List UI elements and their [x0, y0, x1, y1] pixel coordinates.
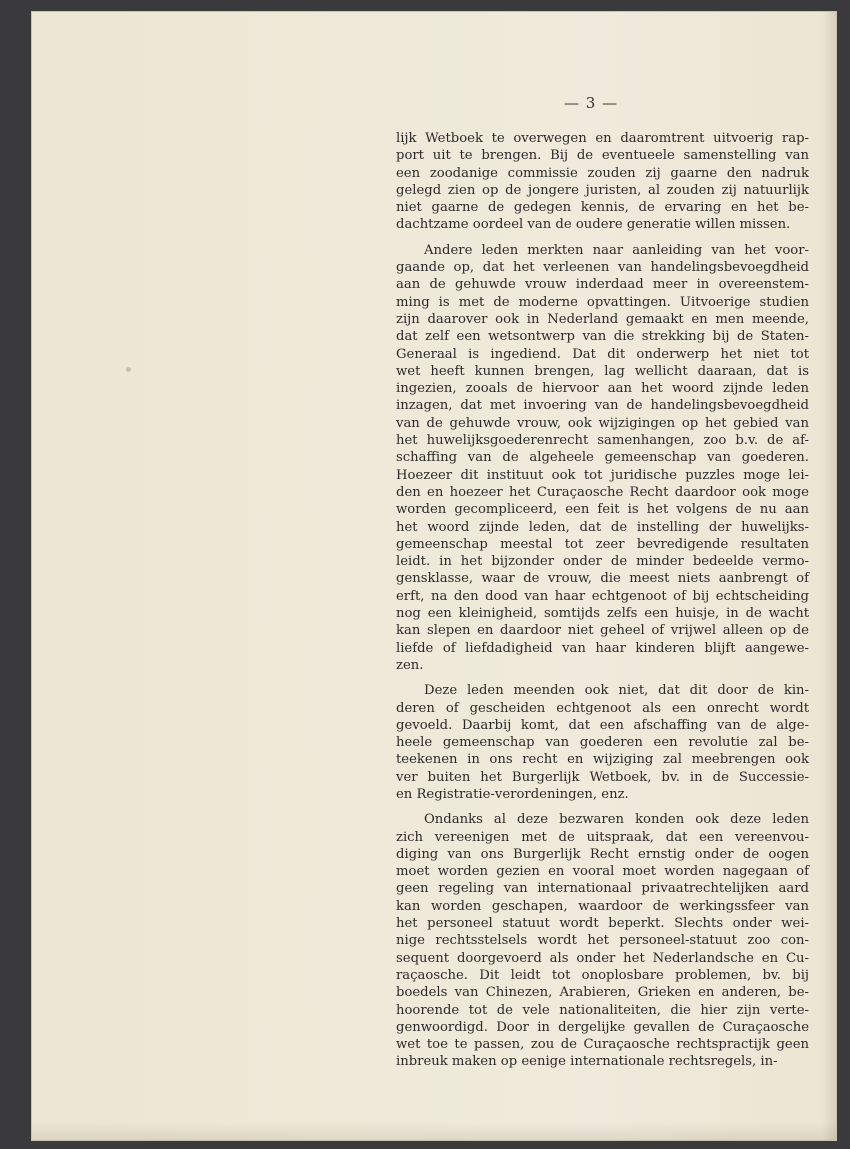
text-line: moet worden gezien en vooral moet worden nagegaan of: [396, 864, 809, 880]
paper-speck: [126, 367, 131, 372]
paragraph: [396, 130, 809, 234]
text-line: inzagen, dat met invoering van de handelingsbevoegdheid: [396, 398, 809, 414]
text-line: lijk Wetboek te overwegen en daaromtrent uitvoerig rap-: [396, 131, 809, 146]
text-line: nige rechtsstelsels wordt het personeel-statuut zoo con-: [396, 933, 809, 949]
text-line: heele gemeenschap van goederen een revolutie zal be-: [396, 735, 809, 751]
text-line: zen.: [396, 657, 424, 673]
text-line: leidt. in het bijzonder onder de minder bedeelde vermo-: [396, 554, 809, 570]
text-line: het woord zijnde leden, dat de instelling der huwelijks-: [396, 519, 809, 535]
text-line: zijn daarover ook in Nederland gemaakt en men meende,: [396, 311, 809, 327]
text-line: kan slepen en daardoor niet geheel of vrijwel alleen op de: [396, 623, 809, 639]
text-line: Generaal is ingediend. Dat dit onderwerp het niet tot: [396, 346, 809, 362]
paragraph: [396, 682, 809, 803]
paragraph: [396, 811, 809, 1070]
text-line: het personeel statuut wordt beperkt. Slechts onder wei-: [396, 916, 809, 932]
text-line: gelegd zien op de jongere juristen, al zouden zij natuurlijk: [396, 182, 809, 198]
text-line: en Registratie-verordeningen, enz.: [396, 786, 629, 802]
text-line: genwoordigd. Door in dergelijke gevallen de Curaçaosche: [396, 1019, 809, 1035]
text-line: van de gehuwde vrouw, ook wijzigingen op het gebied van: [396, 415, 809, 431]
text-line: Andere leden merkten naar aanleiding van het voor-: [424, 242, 809, 258]
text-line: port uit te brengen. Bij de eventueele samenstelling van: [396, 148, 809, 164]
text-line: het huwelijksgoederenrecht samenhangen, zoo b.v. de af-: [396, 433, 809, 449]
text-line: Ondanks al deze bezwaren konden ook deze leden: [424, 812, 809, 828]
text-line: wet heeft kunnen brengen, lag wellicht daaraan, dat is: [396, 363, 809, 379]
text-line: aan de gehuwde vrouw inderdaad meer in overeenstem-: [396, 277, 809, 293]
text-line: hoorende tot de vele nationaliteiten, die hier zijn verte-: [396, 1002, 809, 1018]
page-bottom-shadow: [32, 1122, 836, 1140]
paragraph: [396, 242, 809, 674]
text-line: niet gaarne de gedegen kennis, de ervaring en het be-: [396, 200, 809, 216]
text-line: deren of gescheiden echtgenoot als een onrecht wordt: [396, 700, 809, 716]
text-line: liefde of liefdadigheid van haar kinderen blijft aangewe-: [396, 640, 809, 656]
text-line: zich vereenigen met de uitspraak, dat een vereenvou-: [396, 829, 809, 845]
body-text: [396, 130, 809, 1071]
text-line: dachtzame oordeel van de oudere generatie willen missen.: [396, 217, 791, 233]
page-edge-shadow: [822, 12, 836, 1140]
text-line: schaffing van de algeheele gemeenschap van goederen.: [396, 450, 809, 466]
text-line: gaande op, dat het verleenen van handelingsbevoegdheid: [396, 260, 809, 276]
text-line: raçaosche. Dit leidt tot onoplosbare problemen, bv. bij: [396, 967, 809, 983]
text-line: boedels van Chinezen, Arabieren, Grieken en anderen, be-: [396, 985, 809, 1001]
text-line: nog een kleinigheid, somtijds zelfs een huisje, in de wacht: [396, 606, 809, 622]
page-number: — 3 —: [564, 94, 619, 112]
text-line: gensklasse, waar de vrouw, die meest niets aanbrengt of: [396, 571, 809, 587]
text-line: Hoezeer dit instituut ook tot juridische puzzles moge lei-: [396, 467, 809, 483]
text-line: Deze leden meenden ook niet, dat dit door de kin-: [424, 683, 809, 699]
text-line: wet toe te passen, zou de Curaçaosche rechtspractijk geen: [396, 1037, 809, 1053]
text-line: ver buiten het Burgerlijk Wetboek, bv. in de Successie-: [396, 769, 809, 785]
text-line: erft, na den dood van haar echtgenoot of bij echtscheiding: [396, 588, 809, 604]
text-line: inbreuk maken op eenige internationale rechtsregels, in-: [396, 1054, 778, 1070]
text-line: geen regeling van internationaal privaatrechtelijken aard: [396, 881, 809, 897]
text-line: ming is met de moderne opvattingen. Uitvoerige studien: [396, 294, 809, 310]
text-line: worden gecompliceerd, een feit is het volgens de nu aan: [396, 502, 809, 518]
text-line: sequent doorgevoerd als onder het Nederlandsche en Cu-: [396, 950, 809, 966]
text-line: den en hoezeer het Curaçaosche Recht daardoor ook moge: [396, 484, 809, 500]
text-line: kan worden geschapen, waardoor de werkingssfeer van: [396, 898, 809, 914]
text-line: gemeenschap meestal tot zeer bevredigende resultaten: [396, 536, 809, 552]
text-line: gevoeld. Daarbij komt, dat een afschaffing van de alge-: [396, 717, 809, 733]
text-line: een zoodanige commissie zouden zij gaarne den nadruk: [396, 165, 809, 181]
text-line: teekenen in ons recht en wijziging zal meebrengen ook: [396, 752, 809, 768]
text-line: ingezien, zooals de hiervoor aan het woord zijnde leden: [396, 381, 809, 397]
document-page: [32, 12, 836, 1140]
text-line: diging van ons Burgerlijk Recht ernstig onder de oogen: [396, 846, 809, 862]
text-line: dat zelf een wetsontwerp van die strekking bij de Staten-: [396, 329, 809, 345]
